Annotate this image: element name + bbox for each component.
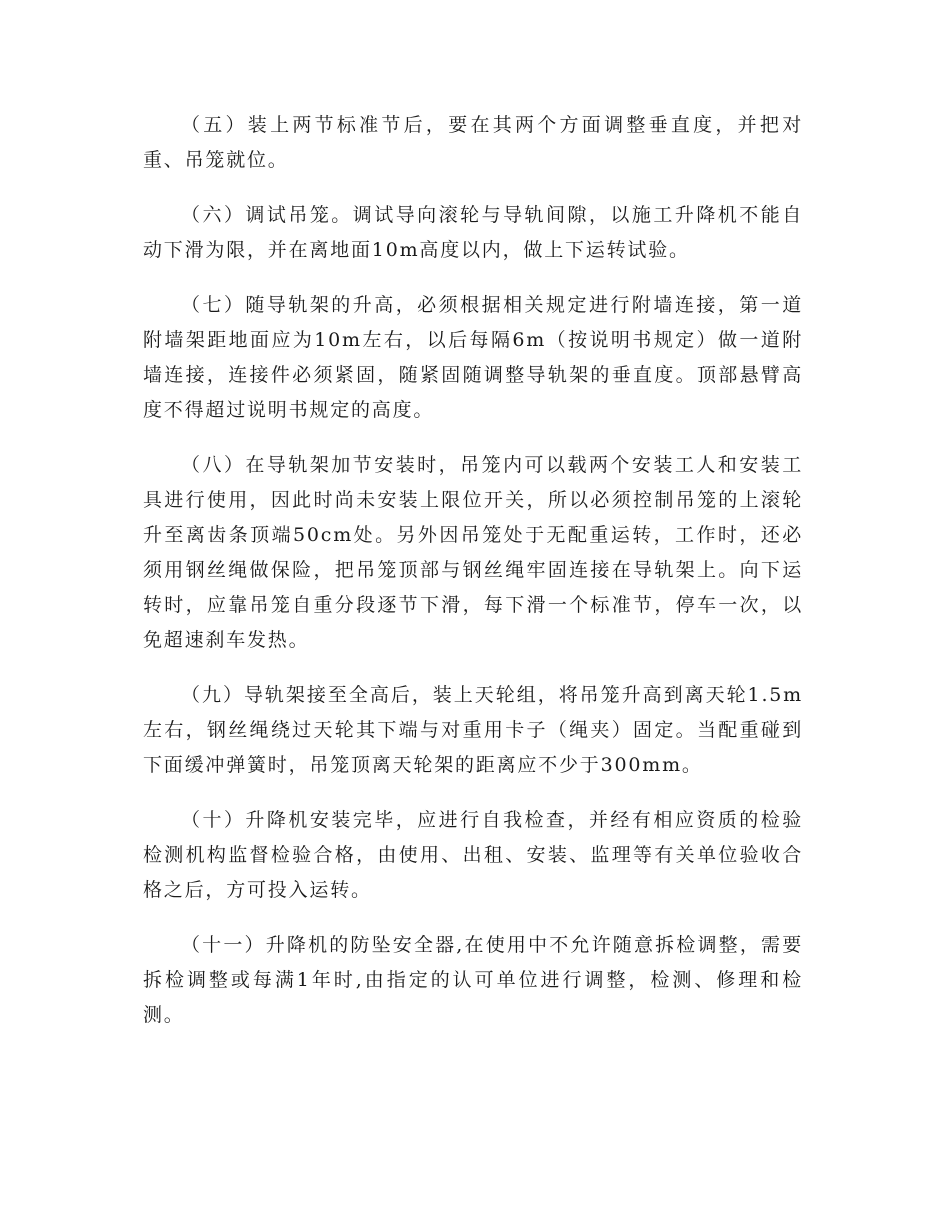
paragraph-11-safety-device: （十一）升降机的防坠安全器,在使用中不允许随意拆检调整，需要拆检调整或每满1年时,由指定的认可单位进行调整，检测、修理和检测。 [143, 934, 803, 1026]
paragraph-9-top-pulley: （九）导轨架接至全高后，装上天轮组，将吊笼升高到离天轮1.5m左右，钢丝绳绕过天轮其下端与对重用卡子（绳夹）固定。当配重碰到下面缓冲弹簧时，吊笼顶离天轮架的距离应不少于300mm。 [143, 684, 803, 776]
paragraph-6-debug-cage: （六）调试吊笼。调试导向滚轮与导轨间隙，以施工升降机不能自动下滑为限，并在离地面10m高度以内，做上下运转试验。 [143, 204, 803, 261]
paragraph-10-inspection: （十）升降机安装完毕，应进行自我检查，并经有相应资质的检验检测机构监督检验合格，由使用、出租、安装、监理等有关单位验收合格之后，方可投入运转。 [143, 809, 803, 901]
document-body [143, 108, 803, 1053]
paragraph-7-wall-attachment: （七）随导轨架的升高，必须根据相关规定进行附墙连接，第一道附墙架距地面应为10m左右，以后每隔6m（按说明书规定）做一道附墙连接，连接件必须紧固，随紧固随调整导轨架的垂直度。顶部悬臂高度不得超过说明书规定的高度。 [143, 294, 803, 421]
paragraph-5-install-standard-sections: （五）装上两节标准节后，要在其两个方面调整垂直度，并把对重、吊笼就位。 [143, 114, 803, 171]
paragraph-8-section-installation: （八）在导轨架加节安装时，吊笼内可以载两个安装工人和安装工具进行使用，因此时尚未安装上限位开关，所以必须控制吊笼的上滚轮升至离齿条顶端50cm处。另外因吊笼处于无配重运转，工作时，还必须用钢丝绳做保险，把吊笼顶部与钢丝绳牢固连接在导轨架上。向下运转时，应靠吊笼自重分段逐节下滑，每下滑一个标准节，停车一次，以免超速刹车发热。 [143, 454, 803, 651]
